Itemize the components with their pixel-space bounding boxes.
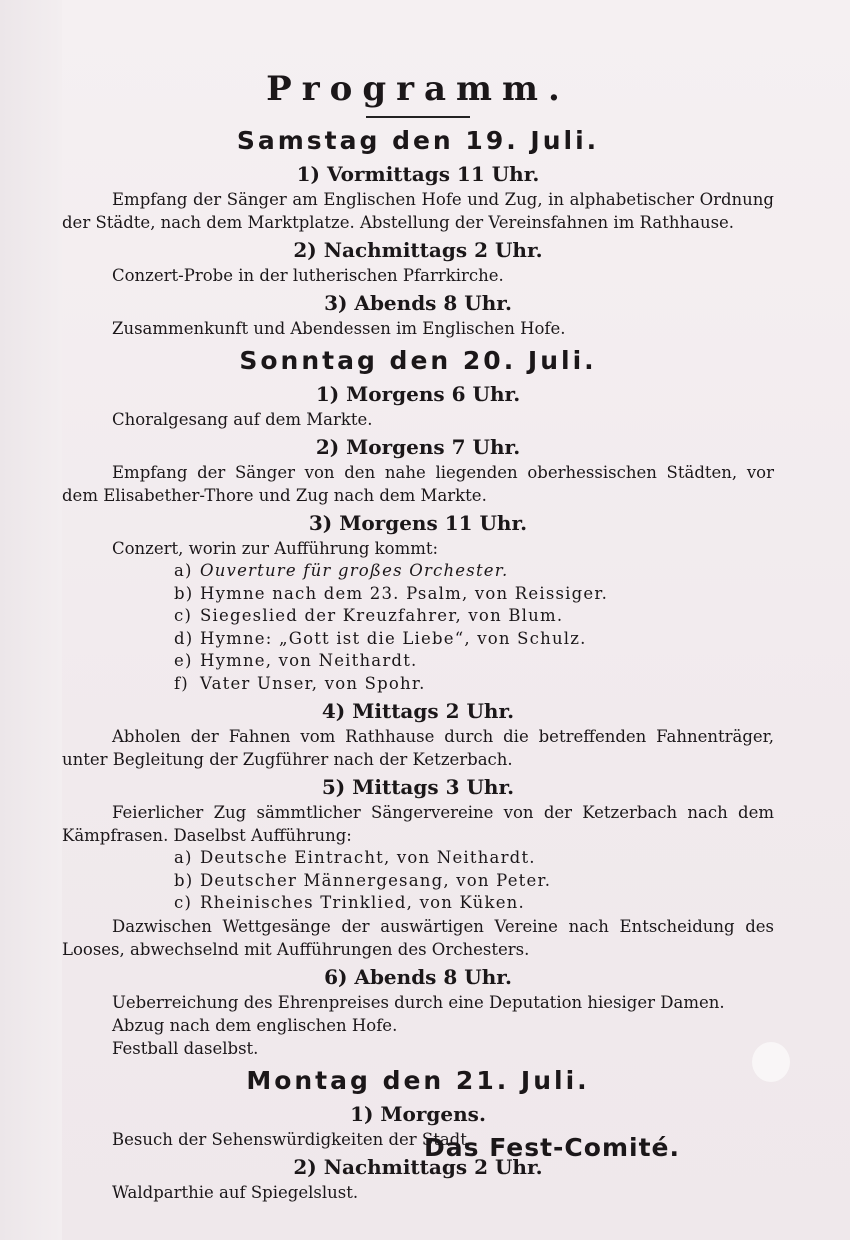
slot-time: 6) Abends 8 Uhr.: [324, 964, 512, 989]
slot-time: 1) Morgens.: [350, 1101, 486, 1126]
slot-text: Empfang der Sänger von den nahe liegenden oberhessischen Städten, vor dem Elisabether-Thore und Zug nach dem Markte.: [62, 463, 774, 505]
slot-text: Empfang der Sänger am Englischen Hofe und Zug, in alphabetischer Ordnung der Städte, nach dem Marktplatze. Abstellung der Vereinsfahnen im Rathhause.: [62, 190, 774, 232]
slot-text: Zusammenkunft und Abendessen im Englischen Hofe.: [112, 319, 566, 338]
list-item: b) Hymne nach dem 23. Psalm, von Reissiger.: [174, 583, 609, 603]
slot-text: Abholen der Fahnen vom Rathhause durch die betreffenden Fahnenträger, unter Begleitung der Zugführer nach der Ketzerbach.: [62, 727, 774, 769]
slot-text: Festball daselbst.: [112, 1038, 259, 1058]
page-edge-shadow: [0, 0, 62, 1240]
list-item: b) Deutscher Männergesang, von Peter.: [174, 870, 552, 890]
list-item: c) Rheinisches Trinklied, von Küken.: [174, 893, 525, 912]
slot-text: Conzert-Probe in der lutherischen Pfarrkirche.: [112, 266, 504, 285]
slot-time: 2) Morgens 7 Uhr.: [315, 435, 521, 459]
program-body: [62, 66, 774, 1204]
list-item: d) Hymne: „Gott ist die Liebe“, von Schulz.: [174, 628, 587, 648]
page-title: Programm.: [266, 69, 570, 109]
slot-time: 2) Nachmittags 2 Uhr.: [293, 238, 543, 262]
concert-list: [62, 560, 774, 695]
list-item: f) Vater Unser, von Spohr.: [174, 673, 426, 693]
slot-time: 4) Mittags 2 Uhr.: [321, 699, 515, 723]
title-rule: [366, 116, 470, 118]
slot-time: 3) Morgens 11 Uhr.: [308, 511, 528, 535]
slot-time: 2) Nachmittags 2 Uhr.: [293, 1154, 543, 1179]
slot-text: Besuch der Sehenswürdigkeiten der Stadt.: [112, 1129, 473, 1149]
slot-text: Abzug nach dem englischen Hofe.: [112, 1015, 398, 1035]
slot-time: 1) Morgens 6 Uhr.: [315, 382, 521, 406]
list-item: a) Ouverture für großes Orchester.: [174, 561, 509, 580]
list-item: a) Deutsche Eintracht, von Neithardt.: [174, 848, 536, 867]
day-heading-monday: Montag den 21. Juli.: [246, 1065, 590, 1095]
procession-list: [62, 847, 774, 915]
slot-text: Dazwischen Wettgesänge der auswärtigen Vereine nach Entscheidung des Looses, abwechselnd mit Aufführungen des Orchesters.: [62, 916, 774, 959]
slot-time: 5) Mittags 3 Uhr.: [321, 775, 515, 799]
day-heading-saturday: Samstag den 19. Juli.: [236, 126, 600, 155]
slot-text: Choralgesang auf dem Markte.: [112, 410, 373, 429]
slot-text: Waldparthie auf Spiegelslust.: [112, 1182, 359, 1202]
slot-time: 3) Abends 8 Uhr.: [324, 291, 512, 315]
list-item: c) Siegeslied der Kreuzfahrer, von Blum.: [174, 606, 564, 625]
slot-text: Ueberreichung des Ehrenpreises durch eine Deputation hiesiger Damen.: [112, 992, 725, 1012]
slot-text: Conzert, worin zur Aufführung kommt:: [112, 539, 439, 558]
list-item: e) Hymne, von Neithardt.: [174, 651, 418, 670]
day-heading-sunday: Sonntag den 20. Juli.: [239, 346, 597, 375]
slot-text: Feierlicher Zug sämmtlicher Sängervereine von der Ketzerbach nach dem Kämpfrasen. Daselbst Aufführung:: [62, 803, 774, 845]
slot-time: 1) Vormittags 11 Uhr.: [296, 162, 540, 186]
signature: Das Fest-Comité.: [424, 1133, 680, 1162]
